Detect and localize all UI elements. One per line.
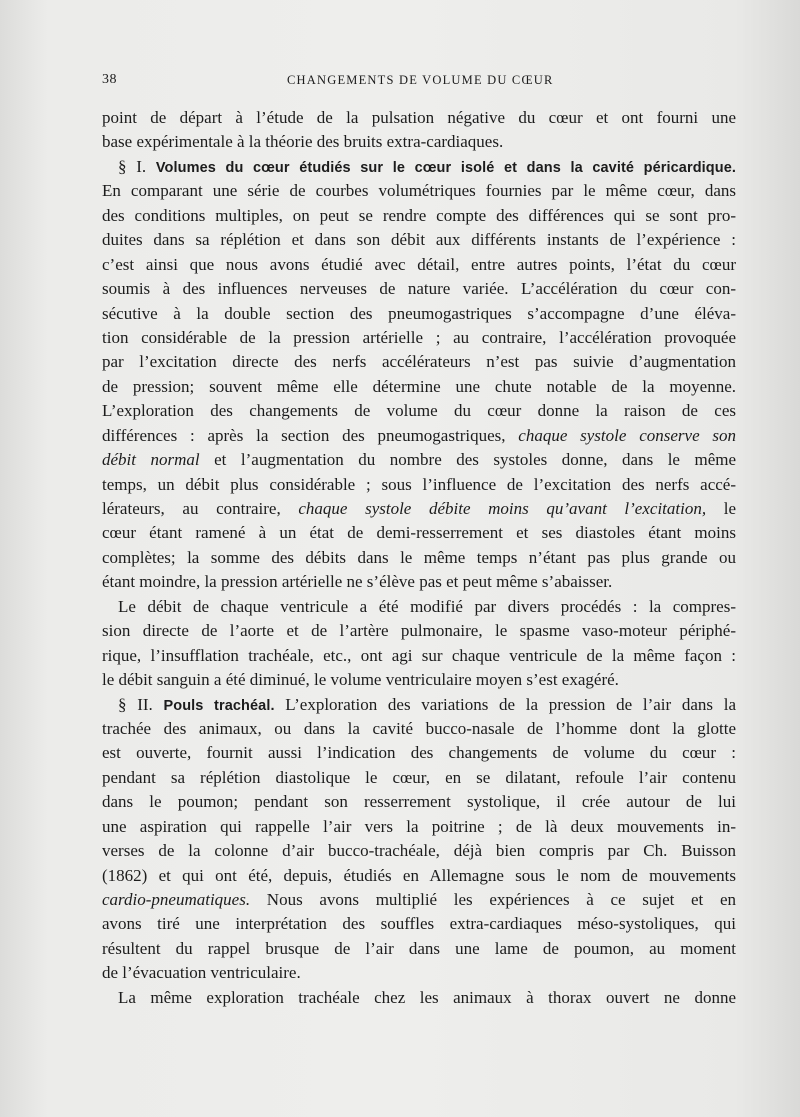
text-line: [102, 375, 736, 399]
text-line: [102, 717, 736, 741]
text-line: [102, 937, 736, 961]
text-run: cœur étant ramené à un état de demi-resserrement et ses diastoles étant moins: [102, 523, 736, 543]
text-run: (1862) et qui ont été, depuis, étudiés en Allemagne sous le nom de mouvements: [102, 865, 736, 885]
italic-run: débit normal: [102, 450, 200, 470]
text-line: [102, 350, 736, 374]
text-run: soumis à des influences nerveuses de nature variée. L’accélération du cœur con-: [102, 279, 736, 299]
text-run: sécutive à la double section des pneumogastriques s’accompagne d’une éléva-: [102, 303, 736, 323]
text-run: Nous avons multiplié les expériences à ce sujet et en: [266, 890, 737, 909]
section-heading: Pouls trachéal.: [163, 697, 275, 714]
text-run: le débit sanguin a été diminué, le volume ventriculaire moyen s’est exagéré.: [102, 670, 619, 690]
text-line: [102, 399, 736, 423]
body-text: [102, 106, 736, 1010]
text-line: [102, 986, 736, 1010]
text-run: résultent du rappel brusque de l’air dans une lame de poumon, au moment: [102, 938, 736, 958]
text-run: point de départ à l’étude de la pulsation négative du cœur et ont fourni une: [102, 108, 736, 127]
text-run: duites dans sa réplétion et dans son débit aux différents instants de l’expérience :: [102, 230, 736, 250]
page-header: [102, 72, 738, 96]
text-line: [102, 888, 736, 912]
text-run: temps, un débit plus considérable ; sous l’influence de l’excitation des nerfs accé-: [102, 474, 736, 494]
text-run: lérateurs, au contraire,: [102, 499, 281, 518]
text-line: [102, 448, 736, 472]
text-line: [102, 790, 736, 814]
text-line: [102, 155, 736, 179]
text-line: [102, 497, 736, 521]
text-line: [102, 595, 736, 619]
italic-run: chaque systole débite moins qu’avant l’excitation,: [298, 499, 707, 518]
text-run: de l’évacuation ventriculaire.: [102, 963, 301, 983]
text-line: [102, 619, 736, 643]
section-number: § I.: [118, 156, 147, 176]
text-run: verses de la colonne d’air bucco-trachéale, déjà bien compris par Ch. Buisson: [102, 841, 736, 861]
text-run: L’exploration des changements de volume du cœur donne la raison de ces: [102, 401, 736, 421]
text-run: différences : après la section des pneumogastriques,: [102, 425, 506, 445]
text-line: [102, 693, 736, 717]
italic-run: chaque systole conserve son: [518, 425, 737, 445]
running-title: CHANGEMENTS DE VOLUME DU CŒUR: [287, 73, 554, 87]
text-run: est ouverte, fournit aussi l’indication des changements de volume du cœur :: [102, 743, 736, 763]
text-line: [102, 815, 736, 839]
text-line: [102, 228, 736, 252]
text-line: [102, 961, 736, 985]
section-heading: Volumes du cœur étudiés sur le cœur isolé et dans la cavité péricardique.: [155, 159, 737, 176]
text-run: une aspiration qui rappelle l’air vers la poitrine ; de là deux mouvements in-: [102, 816, 736, 836]
text-line: [102, 179, 736, 203]
text-line: [102, 546, 736, 570]
section-number: § II.: [118, 694, 153, 714]
text-run: dans le poumon; pendant son resserrement systolique, il crée autour de lui: [102, 792, 736, 812]
text-run: base expérimentale à la théorie des bruits extra-cardiaques.: [102, 132, 504, 152]
text-line: [102, 668, 736, 692]
text-line: [102, 766, 736, 790]
text-line: [102, 302, 736, 326]
text-run: de pression; souvent même elle détermine une chute notable de la moyenne.: [102, 376, 736, 396]
text-line: [102, 424, 736, 448]
text-run: et l’augmentation du nombre des systoles donne, dans le même: [214, 450, 737, 470]
text-run: des conditions multiples, on peut se rendre compte des différences qui se sont pro-: [102, 205, 736, 225]
text-line: [102, 473, 736, 497]
text-run: trachée des animaux, ou dans la cavité bucco-nasale de l’homme dont la glotte: [102, 718, 736, 738]
text-line: [102, 130, 736, 154]
text-line: [102, 521, 736, 545]
text-line: [102, 644, 736, 668]
italic-run: cardio-pneumatiques.: [102, 890, 251, 909]
text-run: tion considérable de la pression artérielle ; au contraire, l’accélération provoquée: [102, 327, 736, 347]
text-run: c’est ainsi que nous avons étudié avec détail, entre autres points, l’état du cœur: [102, 254, 736, 274]
text-run: Le débit de chaque ventricule a été modifié par divers procédés : la compres-: [118, 596, 736, 616]
text-line: [102, 106, 736, 130]
text-line: [102, 277, 736, 301]
text-line: [102, 864, 736, 888]
text-run: La même exploration trachéale chez les animaux à thorax ouvert ne donne: [118, 987, 736, 1007]
text-run: par l’excitation directe des nerfs accélérateurs n’est pas suivie d’augmentation: [102, 352, 736, 372]
text-line: [102, 253, 736, 277]
text-run: L’exploration des variations de la pression de l’air dans la: [285, 694, 736, 714]
text-line: [102, 570, 736, 594]
text-line: [102, 204, 736, 228]
text-run: En comparant une série de courbes volumétriques fournies par le même cœur, dans: [102, 181, 736, 201]
text-line: [102, 912, 736, 936]
text-run: rique, l’insufflation trachéale, etc., ont agi sur chaque ventricule de la même façon :: [102, 645, 736, 665]
page-number: 38: [102, 72, 117, 87]
text-run: complètes; la somme des débits dans le même temps n’étant pas plus grande ou: [102, 547, 736, 567]
text-run: le: [723, 499, 736, 518]
text-line: [102, 741, 736, 765]
text-run: étant moindre, la pression artérielle ne s’élève pas et peut même s’abaisser.: [102, 572, 613, 592]
text-run: pendant sa réplétion diastolique le cœur, en se dilatant, refoule l’air contenu: [102, 767, 736, 787]
text-run: sion directe de l’aorte et de l’artère pulmonaire, le spasme vaso-moteur périphé-: [102, 621, 736, 641]
text-line: [102, 839, 736, 863]
text-line: [102, 326, 736, 350]
text-run: avons tiré une interprétation des souffles extra-cardiaques méso-systoliques, qui: [102, 914, 736, 934]
